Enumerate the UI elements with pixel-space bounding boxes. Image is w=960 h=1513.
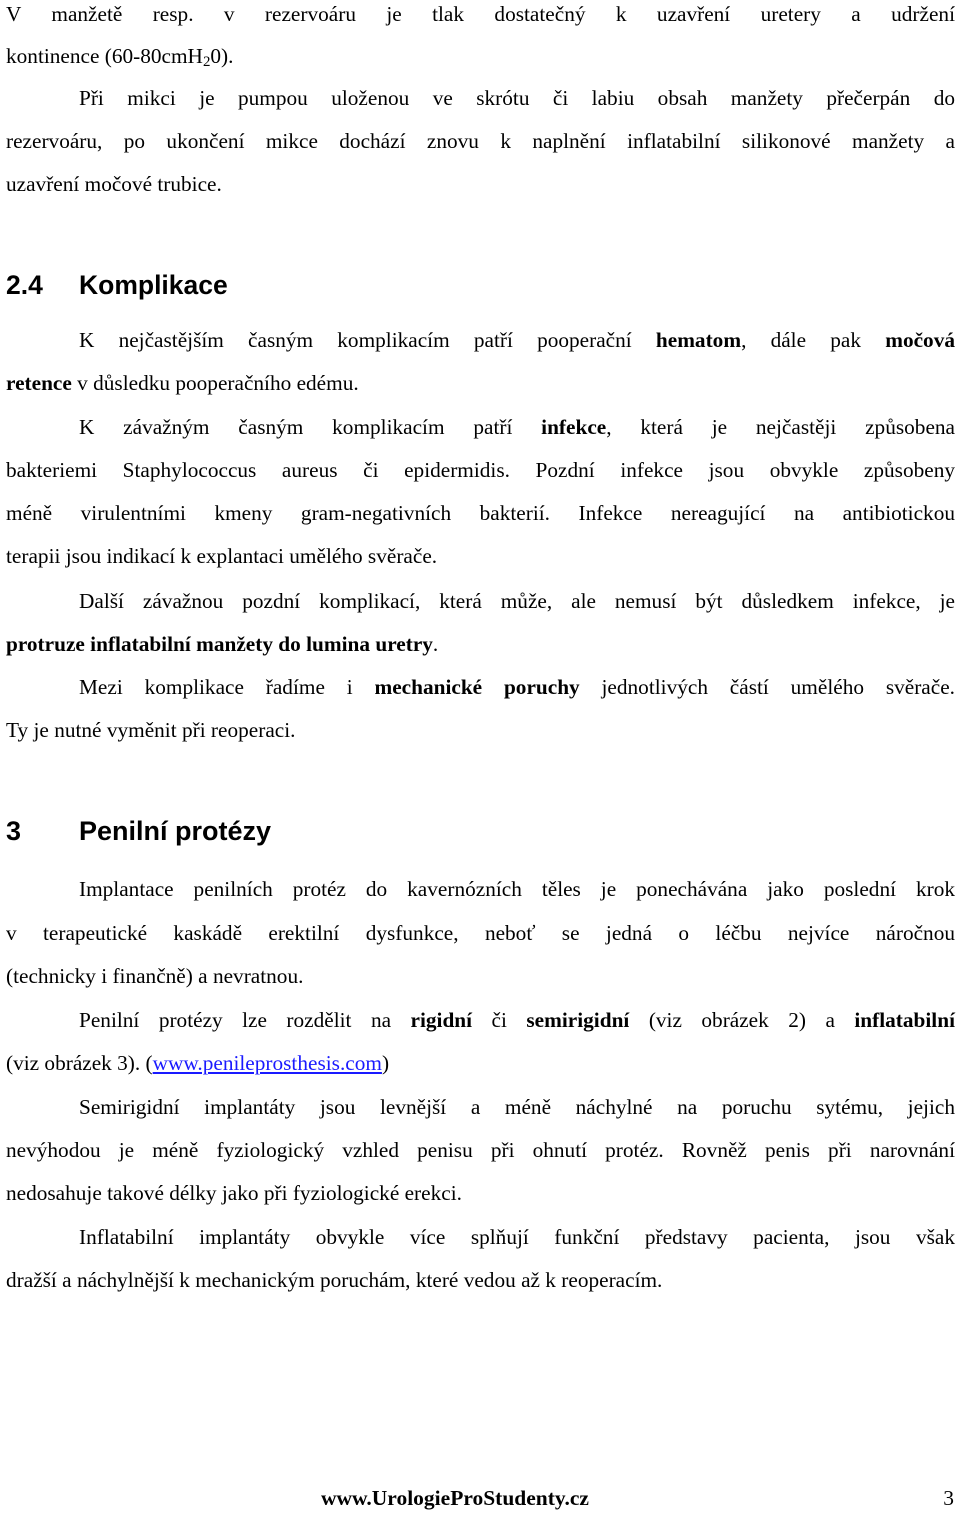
text-line: uzavření močové trubice. [6,172,222,196]
text-line: Semirigidní implantáty jsou levnější a méně náchylné na poruchu sytému, jejich [79,1095,955,1119]
text-line: (technicky i finančně) a nevratnou. [6,964,304,988]
text-line: protruze inflatabilní manžety do lumina uretry. [6,632,439,656]
section-title: Komplikace [79,270,228,300]
text-line: Další závažnou pozdní komplikací, která může, ale nemusí být důsledkem infekce, je [79,589,955,613]
text-line: Ty je nutné vyměnit při reoperaci. [6,718,296,742]
text-line: Mezi komplikace řadíme i mechanické poruchy jednotlivých částí umělého svěrače. [79,675,955,699]
text-line: Při mikci je pumpou uloženou ve skrótu či labiu obsah manžety přečerpán do [79,86,955,110]
text-line: rezervoáru, po ukončení mikce dochází znovu k naplnění inflatabilní silikonové manžety a [6,129,955,153]
text-line: bakteriemi Staphylococcus aureus či epidermidis. Pozdní infekce jsou obvykle způsobeny [6,458,955,482]
footer-website: www.UrologieProStudenty.cz [321,1486,589,1510]
section-title: Penilní protézy [79,816,272,846]
text-line: V manžetě resp. v rezervoáru je tlak dostatečný k uzavření uretery a udržení [6,2,955,26]
text-line: terapii jsou indikací k explantaci umělého svěrače. [6,544,438,568]
text-line: Inflatabilní implantáty obvykle více splňují funkční představy pacienta, jsou však [79,1225,955,1249]
text-line: dražší a náchylnější k mechanickým poruchám, které vedou až k reoperacím. [6,1268,663,1292]
text-line: Implantace penilních protéz do kavernózních těles je ponechávána jako poslední krok [79,877,955,901]
text-line: K závažným časným komplikacím patří infekce, která je nejčastěji způsobena [79,415,955,439]
text-line: Penilní protézy lze rozdělit na rigidní či semirigidní (viz obrázek 2) a inflatabilní [79,1008,955,1032]
section-number: 2.4 [6,270,43,300]
text-line: (viz obrázek 3). (www.penileprosthesis.com) [6,1051,390,1075]
text-line: retence v důsledku pooperačního edému. [6,371,359,395]
text-line: v terapeutické kaskádě erektilní dysfunkce, neboť se jedná o léčbu nejvíce náročnou [6,921,955,945]
prosthesis-website-link[interactable]: www.penileprosthesis.com [152,1051,382,1075]
text-line: nevýhodou je méně fyziologický vzhled penisu při ohnutí protéz. Rovněž penis při narovnání [6,1138,955,1162]
text-line: K nejčastějším časným komplikacím patří pooperační hematom, dále pak močová [79,328,955,352]
text-line: méně virulentními kmeny gram-negativních bakterií. Infekce nereagující na antibiotickou [6,501,955,525]
page-number: 3 [943,1486,954,1510]
text-line: kontinence (60-80cmH$_2$0). [6,44,234,70]
text-line: nedosahuje takové délky jako při fyziologické erekci. [6,1181,462,1205]
section-number: 3 [6,816,22,846]
